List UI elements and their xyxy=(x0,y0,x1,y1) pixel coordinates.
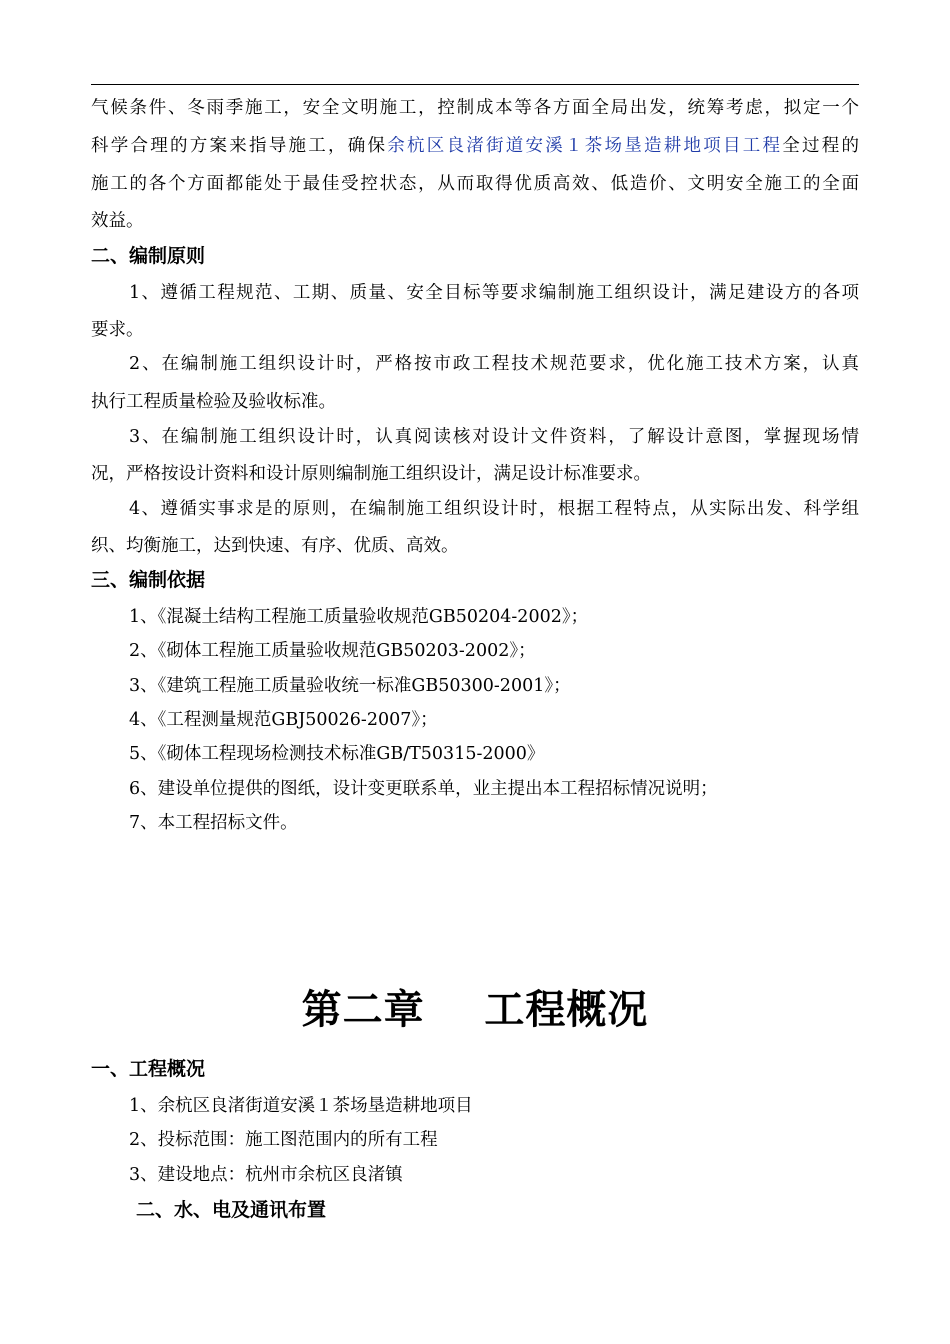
basis-item-3: 3、《建筑工程施工质量验收统一标准GB50300-2001》； xyxy=(129,676,571,696)
basis-item-5: 5、《砌体工程现场检测技术标准GB/T50315-2000》 xyxy=(129,744,545,764)
basis-item-6: 6、建设单位提供的图纸，设计变更联系单，业主提出本工程招标情况说明； xyxy=(129,779,718,799)
chapter-title: 第二章 工程概况 xyxy=(301,987,649,1033)
header-rule xyxy=(91,84,859,85)
section-heading-principles: 二、编制原则 xyxy=(91,245,206,267)
basis-item-7: 7、本工程招标文件。 xyxy=(129,813,298,833)
overview-item-2: 2、投标范围：施工图范围内的所有工程 xyxy=(129,1130,438,1150)
section-heading-overview: 一、工程概况 xyxy=(91,1058,206,1080)
intro-line-4: 效益。 xyxy=(91,211,144,231)
principle-4-line-1: 4、遵循实事求是的原则，在编制施工组织设计时，根据工程特点，从实际出发、科学组 xyxy=(129,499,859,519)
principle-3-line-1: 3、在编制施工组织设计时，认真阅读核对设计文件资料，了解设计意图，掌握现场情 xyxy=(129,427,859,447)
overview-item-3: 3、建设地点：杭州市余杭区良渚镇 xyxy=(129,1165,403,1185)
principle-1-line-1: 1、遵循工程规范、工期、质量、安全目标等要求编制施工组织设计，满足建设方的各项 xyxy=(129,283,859,303)
intro-line-2-pre: 科学合理的方案来指导施工，确保 xyxy=(91,136,388,156)
project-name-link[interactable]: 余杭区良渚街道安溪１茶场垦造耕地项目工程 xyxy=(387,136,783,156)
basis-item-1: 1、《混凝土结构工程施工质量验收规范GB50204-2002》； xyxy=(129,607,589,627)
section-heading-utilities: 二、水、电及通讯布置 xyxy=(136,1199,327,1221)
intro-line-2 xyxy=(91,133,859,159)
section-heading-basis: 三、编制依据 xyxy=(91,569,206,591)
principle-2-line-1: 2、在编制施工组织设计时，严格按市政工程技术规范要求，优化施工技术方案，认真 xyxy=(129,354,859,374)
basis-item-4: 4、《工程测量规范GBJ50026-2007》； xyxy=(129,710,438,730)
principle-3-line-2: 况，严格按设计资料和设计原则编制施工组织设计，满足设计标准要求。 xyxy=(91,464,651,484)
overview-item-1: 1、余杭区良渚街道安溪１茶场垦造耕地项目 xyxy=(129,1096,473,1116)
intro-line-1: 气候条件、冬雨季施工，安全文明施工，控制成本等各方面全局出发，统筹考虑，拟定一个 xyxy=(91,98,859,118)
basis-item-2: 2、《砌体工程施工质量验收规范GB50203-2002》； xyxy=(129,641,536,661)
principle-2-line-2: 执行工程质量检验及验收标准。 xyxy=(91,392,336,412)
principle-4-line-2: 织、均衡施工，达到快速、有序、优质、高效。 xyxy=(91,536,459,556)
principle-1-line-2: 要求。 xyxy=(91,320,144,340)
intro-line-2-post: 全过程的 xyxy=(782,136,859,156)
intro-line-3: 施工的各个方面都能处于最佳受控状态，从而取得优质高效、低造价、文明安全施工的全面 xyxy=(91,174,859,194)
